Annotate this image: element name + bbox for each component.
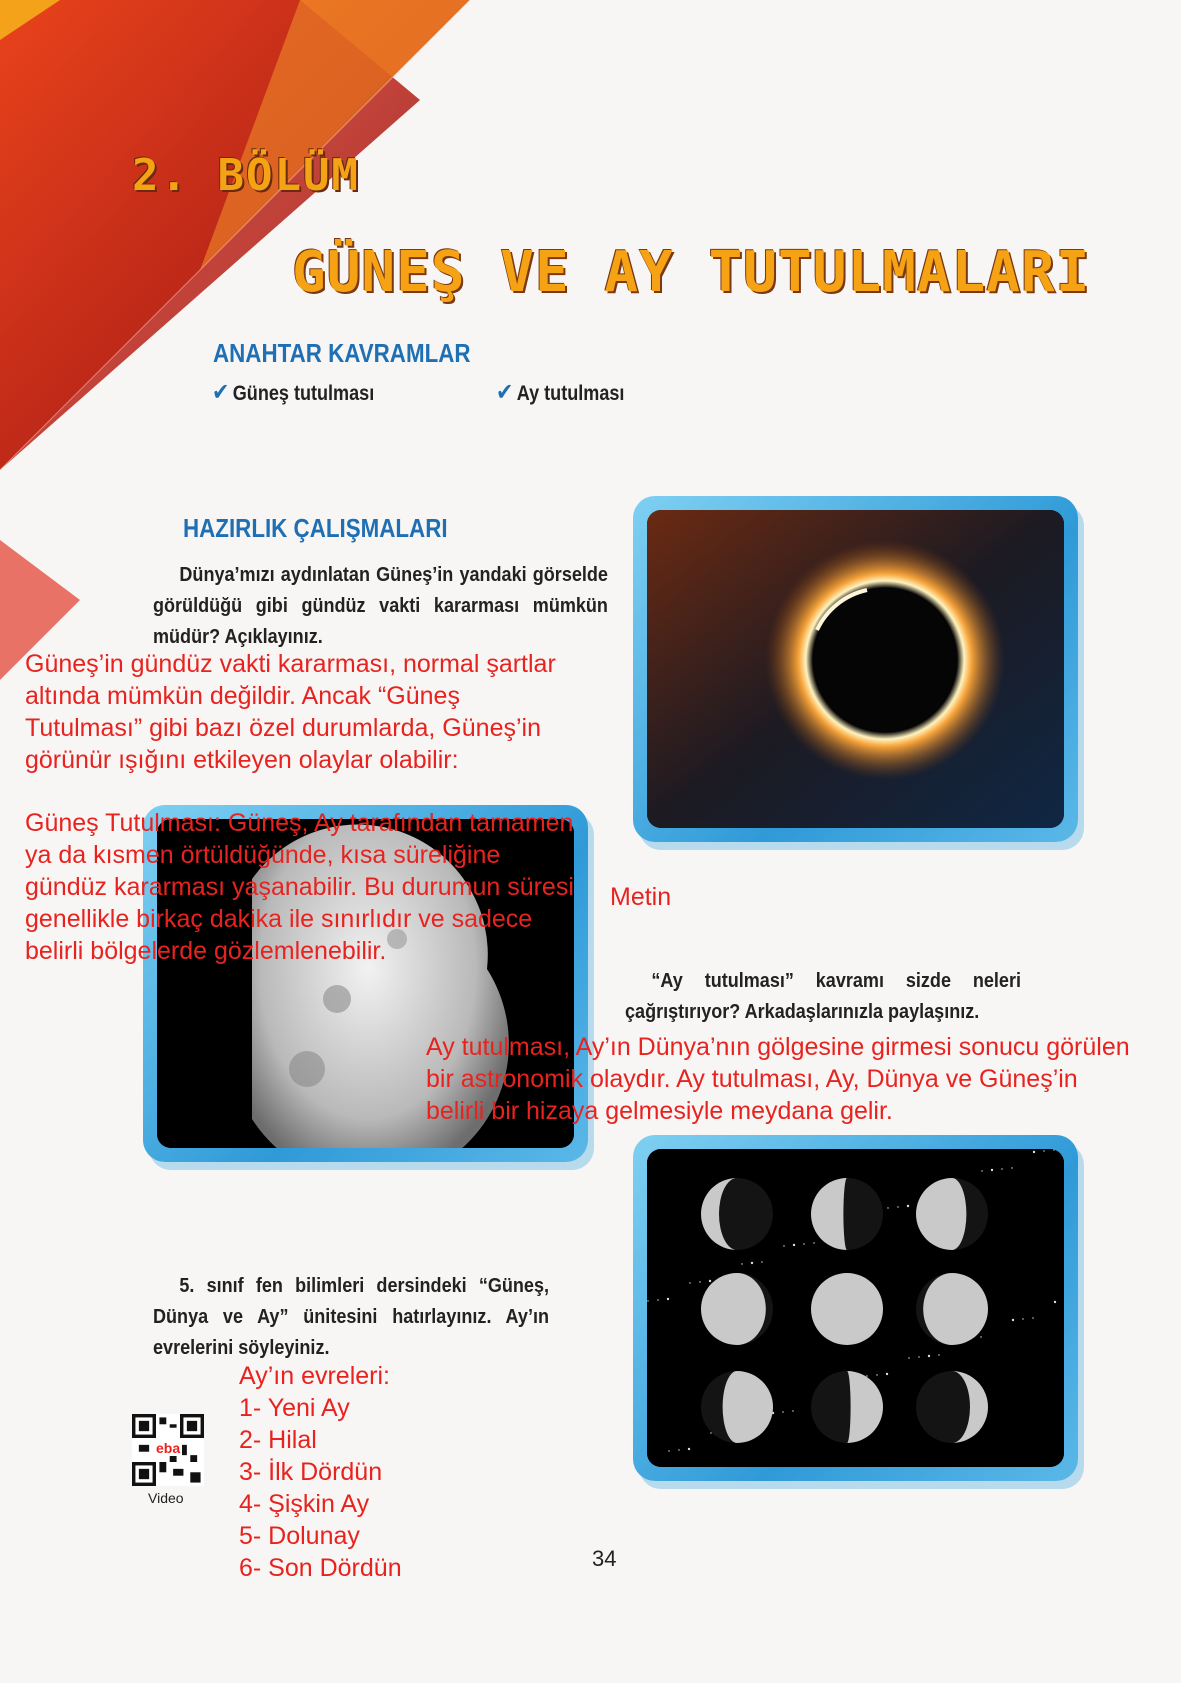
moon-phase	[811, 1273, 883, 1345]
qr-code-icon[interactable]	[132, 1414, 204, 1486]
answer-3: Ay’ın evreleri: 1- Yeni Ay 2- Hilal 3- İlk Dördün 4- Şişkin Ay 5- Dolunay 6- Son Dördün	[239, 1362, 402, 1582]
star	[792, 1410, 793, 1411]
star	[657, 1299, 658, 1300]
star	[928, 1355, 930, 1357]
solar-eclipse-image	[633, 496, 1078, 842]
star	[647, 1300, 648, 1301]
star	[887, 1207, 888, 1208]
star	[647, 1149, 648, 1150]
star	[1043, 1150, 1044, 1151]
check-icon: ✔	[212, 379, 230, 406]
preparation-heading: HAZIRLIK ÇALIŞMALARI	[183, 513, 448, 543]
star	[668, 1450, 669, 1451]
question-2: “Ay tutulması” kavramı sizde neleri çağrıştırıyor? Arkadaşlarınızla paylaşınız.	[625, 969, 1021, 1023]
star	[699, 1281, 700, 1282]
star	[710, 1432, 711, 1433]
star	[688, 1448, 690, 1450]
answer-1: Güneş’in gündüz vakti kararması, normal şartlar altında mümkün değildir. Ancak “Güneş Tutulması” gibi bazı özel durumlarda, Güneş’in görünür ışığını etkileyen olaylar olabilir:	[25, 650, 556, 774]
key-concepts-heading: ANAHTAR KAVRAMLAR	[213, 338, 471, 368]
star	[908, 1357, 909, 1358]
qr-video-label: Video	[148, 1490, 184, 1506]
key-concept-item: ✔ Güneş tutulması	[212, 379, 375, 406]
star	[1012, 1319, 1014, 1321]
moon-phase	[811, 1178, 883, 1250]
star	[678, 1449, 679, 1450]
star	[991, 1169, 993, 1171]
star	[783, 1245, 784, 1246]
star	[980, 1336, 981, 1337]
star	[866, 1375, 867, 1376]
chapter-label: 2. BÖLÜM	[132, 150, 360, 201]
star	[709, 1280, 711, 1282]
star	[1001, 1168, 1002, 1169]
star	[918, 1356, 919, 1357]
star	[803, 1243, 804, 1244]
answer-1-solar-eclipse: Güneş Tutulması: Güneş, Ay tarafından tamamen ya da kısmen örtüldüğünde, kısa süreliğine gündüz kararması yaşanabilir. Bu durumun süresi genellikle birkaç dakika ile sınırlıdır ve sadece belirli bölgelerde gözlemlenebilir.	[25, 809, 574, 965]
star	[907, 1205, 909, 1207]
star	[1033, 1151, 1035, 1153]
star	[1054, 1301, 1056, 1303]
star	[886, 1373, 888, 1375]
moon-phase	[916, 1178, 988, 1250]
check-icon: ✔	[496, 379, 514, 406]
answer-2: Ay tutulması, Ay’ın Dünya’nın gölgesine girmesi sonucu görülen bir astronomik olaydır. Ay tutulması, Ay, Dünya ve Güneş’in belirli bir hizaya gelmesiyle meydana gelir.	[426, 1033, 1130, 1125]
page-title: GÜNEŞ VE AY TUTULMALARI	[292, 240, 1091, 305]
star	[761, 1261, 762, 1262]
star	[1053, 1149, 1054, 1150]
question-1: Dünya’mızı aydınlatan Güneş’in yandaki görselde görüldüğü gibi gündüz vakti kararması mümkün müdür? Açıklayınız.	[153, 563, 608, 648]
star	[938, 1354, 939, 1355]
moon-phase	[916, 1273, 988, 1345]
star	[1011, 1167, 1012, 1168]
star	[751, 1262, 753, 1264]
star	[1032, 1317, 1033, 1318]
star	[689, 1282, 690, 1283]
star	[782, 1411, 783, 1412]
star	[876, 1374, 877, 1375]
moon-phase	[701, 1273, 773, 1345]
moon-phase	[811, 1371, 883, 1443]
moon-phase	[701, 1371, 773, 1443]
star	[741, 1263, 742, 1264]
metin-label: Metin	[610, 883, 672, 911]
question-3: 5. sınıf fen bilimleri dersindeki “Güneş, Dünya ve Ay” ünitesini hatırlayınız. Ay’ın evrelerini söyleyiniz.	[153, 1274, 549, 1359]
star	[1022, 1318, 1023, 1319]
star	[897, 1206, 898, 1207]
key-concept-item: ✔ Ay tutulması	[496, 379, 625, 406]
page-number: 34	[592, 1546, 617, 1571]
moon-phase	[701, 1178, 773, 1250]
star	[793, 1244, 795, 1246]
moon-phases-image	[633, 1135, 1078, 1481]
moon-phase	[916, 1371, 988, 1443]
star	[813, 1242, 814, 1243]
qr-logo: eba	[156, 1440, 181, 1456]
star	[981, 1170, 982, 1171]
star	[667, 1298, 669, 1300]
